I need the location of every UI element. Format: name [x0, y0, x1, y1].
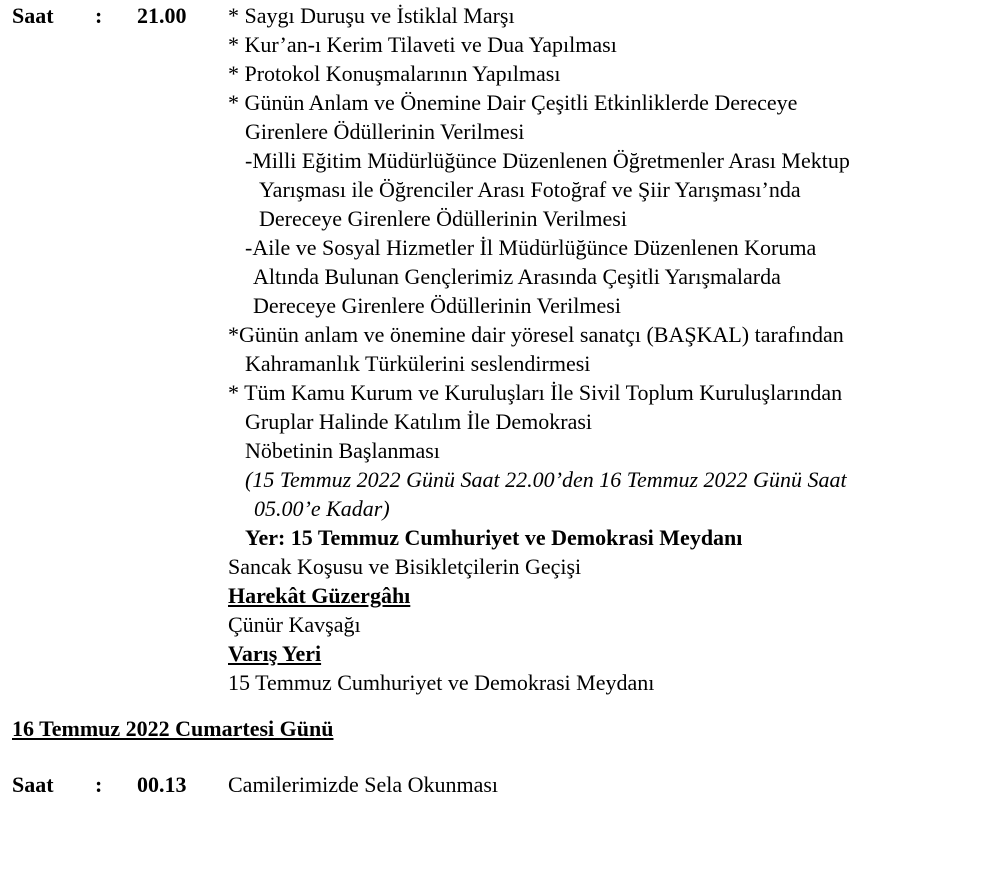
- program-line: * Protokol Konuşmalarının Yapılması: [228, 61, 561, 86]
- day-heading-row: [0, 714, 1000, 743]
- destination-heading: Varış Yeri: [228, 641, 322, 666]
- location-line: Yer: 15 Temmuz Cumhuriyet ve Demokrasi Meydanı: [245, 525, 743, 550]
- program-line: Gruplar Halinde Katılım İle Demokrasi: [245, 409, 593, 434]
- day-heading: 16 Temmuz 2022 Cumartesi Günü: [12, 716, 334, 741]
- program-line: * Kur’an-ı Kerim Tilaveti ve Dua Yapılması: [228, 32, 617, 57]
- program-line: Altında Bulunan Gençlerimiz Arasında Çeşitli Yarışmalarda: [253, 264, 781, 289]
- program-line: Girenlere Ödüllerinin Verilmesi: [245, 119, 525, 144]
- program-line: * Tüm Kamu Kurum ve Kuruluşları İle Sivil Toplum Kuruluşlarından: [228, 380, 843, 405]
- program-line: *Günün anlam ve önemine dair yöresel sanatçı (BAŞKAL) tarafından: [228, 322, 844, 347]
- program-line: Dereceye Girenlere Ödüllerinin Verilmesi: [259, 206, 627, 231]
- program-line: Yarışması ile Öğrenciler Arası Fotoğraf ve Şiir Yarışması’nda: [259, 177, 801, 202]
- route-value: Çünür Kavşağı: [228, 612, 361, 637]
- colon: :: [95, 3, 103, 28]
- destination-value: 15 Temmuz Cumhuriyet ve Demokrasi Meydanı: [228, 670, 655, 695]
- program-line: Nöbetinin Başlanması: [245, 438, 440, 463]
- program-line: * Günün Anlam ve Önemine Dair Çeşitli Etkinliklerde Dereceye: [228, 90, 798, 115]
- program-line: -Milli Eğitim Müdürlüğünce Düzenlenen Öğretmenler Arası Mektup: [245, 148, 850, 173]
- date-range-note: (15 Temmuz 2022 Günü Saat 22.00’den 16 Temmuz 2022 Günü Saat: [245, 467, 847, 492]
- program-line: Kahramanlık Türkülerini seslendirmesi: [245, 351, 591, 376]
- program-line: -Aile ve Sosyal Hizmetler İl Müdürlüğünce Düzenlenen Koruma: [245, 235, 817, 260]
- schedule-entry-0013: [0, 770, 1000, 799]
- time-value: 00.13: [137, 772, 187, 797]
- time-value: 21.00: [137, 3, 187, 28]
- saat-label: Saat: [12, 772, 54, 797]
- route-heading: Harekât Güzergâhı: [228, 583, 411, 608]
- saat-label: Saat: [12, 3, 54, 28]
- program-line: Dereceye Girenlere Ödüllerinin Verilmesi: [253, 293, 621, 318]
- program-line: Camilerimizde Sela Okunması: [228, 772, 499, 797]
- program-line: Sancak Koşusu ve Bisikletçilerin Geçişi: [228, 554, 582, 579]
- colon: :: [95, 772, 103, 797]
- program-line: * Saygı Duruşu ve İstiklal Marşı: [228, 3, 515, 28]
- date-range-note: 05.00’e Kadar): [254, 496, 390, 521]
